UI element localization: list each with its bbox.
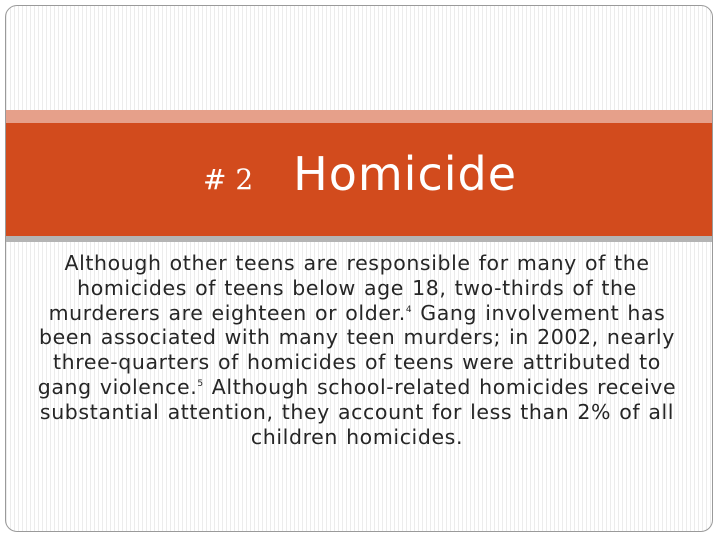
body-text-segment-1: Although other teens are responsible for many of the homicides of teens below age 18, two-thirds of the murderers are eighteen or older. <box>48 251 650 325</box>
body-text-segment-3: Although school-related homicides receive substantial attention, they account for less than 2% of all children homicides. <box>39 374 677 449</box>
body-text-segment-2: Gang involvement has been associated with many teen murders; in 2002, nearly three-quarters of homicides of teens were attributed to gang violence. <box>37 300 675 399</box>
title-number: # 2 <box>202 163 254 196</box>
banner-bottom-stripe <box>6 236 712 242</box>
body-paragraph <box>28 251 686 449</box>
citation-5: 5 <box>197 379 204 390</box>
citation-4: 4 <box>405 304 413 315</box>
title-text: Homicide <box>293 146 518 201</box>
slide-title <box>0 117 720 230</box>
